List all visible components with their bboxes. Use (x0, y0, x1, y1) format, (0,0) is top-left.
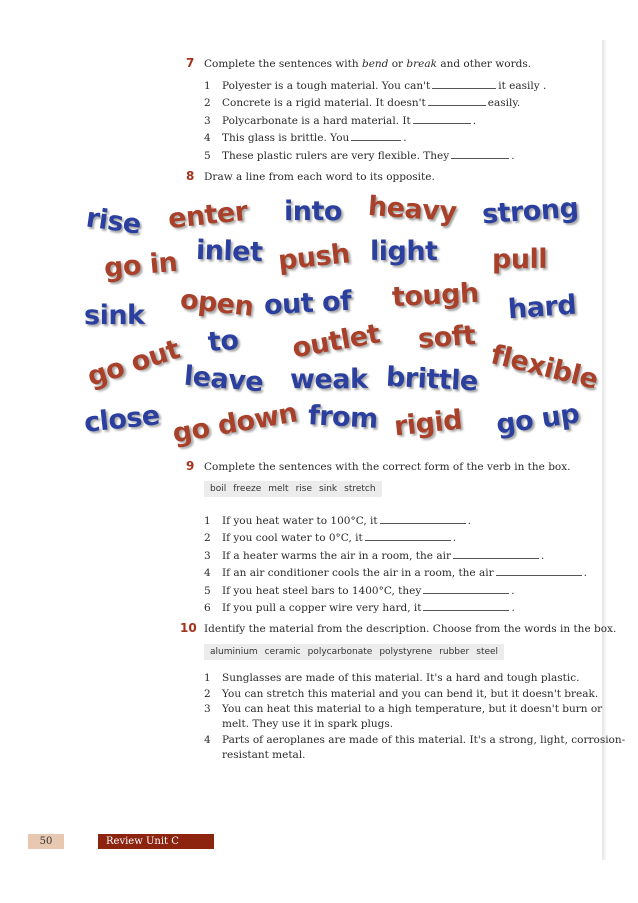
answer-blank[interactable] (351, 131, 401, 141)
exercise-7-title: Complete the sentences with bend or break and other words. (204, 58, 532, 70)
exercise-8-number: 8 (186, 169, 195, 183)
word-pull[interactable]: pull (492, 244, 548, 275)
exercise-10-item-3: 3 You can heat this material to a high temperature, but it doesn't burn or (204, 703, 603, 715)
exercise-7-item-5: 5 These plastic rulers are very flexible. They . (204, 150, 515, 162)
exercise-9-item-4: 4 If an air conditioner cools the air in a room, the air . (204, 567, 587, 579)
word-weak[interactable]: weak (290, 364, 368, 395)
exercise-10-title: Identify the material from the description. Choose from the words in the box. (204, 623, 617, 635)
word-rigid[interactable]: rigid (392, 404, 464, 443)
exercise-9-item-2: 2 If you cool water to 0°C, it . (204, 532, 457, 544)
answer-blank[interactable] (380, 514, 466, 524)
word-inlet[interactable]: inlet (195, 234, 263, 269)
word-flexible[interactable]: flexible (487, 339, 602, 396)
exercise-9-item-1: 1 If you heat water to 100°C, it . (204, 515, 471, 527)
answer-blank[interactable] (451, 149, 509, 159)
word-hard[interactable]: hard (507, 289, 578, 326)
word-close[interactable]: close (82, 400, 162, 439)
answer-blank[interactable] (413, 114, 471, 124)
word-go-up[interactable]: go up (494, 398, 582, 441)
word-go-down[interactable]: go down (170, 397, 300, 450)
exercise-7-item-1: 1 Polyester is a tough material. You can't it easily . (204, 80, 547, 92)
word-from[interactable]: from (307, 400, 379, 435)
word-leave[interactable]: leave (182, 360, 265, 399)
verb-word-box: boil freeze melt rise sink stretch (204, 481, 382, 497)
exercise-10-item-2: 2 You can stretch this material and you can bend it, but it doesn't break. (204, 688, 599, 700)
word-out-of[interactable]: out of (263, 285, 353, 322)
answer-blank[interactable] (365, 531, 451, 541)
exercise-10-item-1: 1 Sunglasses are made of this material. It's a hard and tough plastic. (204, 672, 580, 684)
word-enter[interactable]: enter (166, 195, 249, 236)
exercise-10-number: 10 (180, 621, 197, 635)
word-go-in[interactable]: go in (102, 246, 179, 285)
section-label: Review Unit C (98, 834, 214, 849)
exercise-10-item-4: 4 Parts of aeroplanes are made of this material. It's a strong, light, corrosion- (204, 734, 626, 746)
answer-blank[interactable] (432, 79, 496, 89)
word-open[interactable]: open (178, 284, 255, 323)
answer-blank[interactable] (423, 584, 509, 594)
word-strong[interactable]: strong (481, 192, 580, 231)
word-brittle[interactable]: brittle (385, 361, 479, 398)
exercise-7-item-3: 3 Polycarbonate is a hard material. It . (204, 115, 477, 127)
answer-blank[interactable] (423, 601, 509, 611)
exercise-7-number: 7 (186, 56, 195, 70)
word-tough[interactable]: tough (391, 277, 480, 314)
answer-blank[interactable] (496, 566, 582, 576)
word-outlet[interactable]: outlet (289, 318, 383, 365)
exercise-9-item-6: 6 If you pull a copper wire very hard, it . (204, 602, 515, 614)
word-soft[interactable]: soft (416, 320, 477, 355)
word-light[interactable]: light (370, 236, 438, 267)
answer-blank[interactable] (428, 96, 486, 106)
exercise-9-number: 9 (186, 459, 195, 473)
exercise-9-item-5: 5 If you heat steel bars to 1400°C, they . (204, 585, 515, 597)
exercise-8-title: Draw a line from each word to its opposite. (204, 171, 435, 183)
exercise-7-item-2: 2 Concrete is a rigid material. It doesn't easily. (204, 97, 521, 109)
word-rise[interactable]: rise (84, 202, 143, 241)
material-word-box: aluminium ceramic polycarbonate polystyrene rubber steel (204, 644, 504, 660)
exercise-9-item-3: 3 If a heater warms the air in a room, the air . (204, 550, 545, 562)
word-into[interactable]: into (284, 196, 342, 227)
word-push[interactable]: push (276, 238, 352, 277)
word-go-out[interactable]: go out (83, 334, 184, 393)
exercise-7-item-4: 4 This glass is brittle. You . (204, 132, 407, 144)
exercise-10-item-3-cont: melt. They use it in spark plugs. (222, 718, 394, 730)
answer-blank[interactable] (453, 549, 539, 559)
word-heavy[interactable]: heavy (367, 190, 458, 229)
exercise-9-title: Complete the sentences with the correct form of the verb in the box. (204, 461, 571, 473)
word-to[interactable]: to (206, 324, 240, 359)
exercise-10-item-4-cont: resistant metal. (222, 749, 306, 761)
word-sink[interactable]: sink (84, 300, 145, 331)
page-number: 50 (28, 834, 64, 849)
